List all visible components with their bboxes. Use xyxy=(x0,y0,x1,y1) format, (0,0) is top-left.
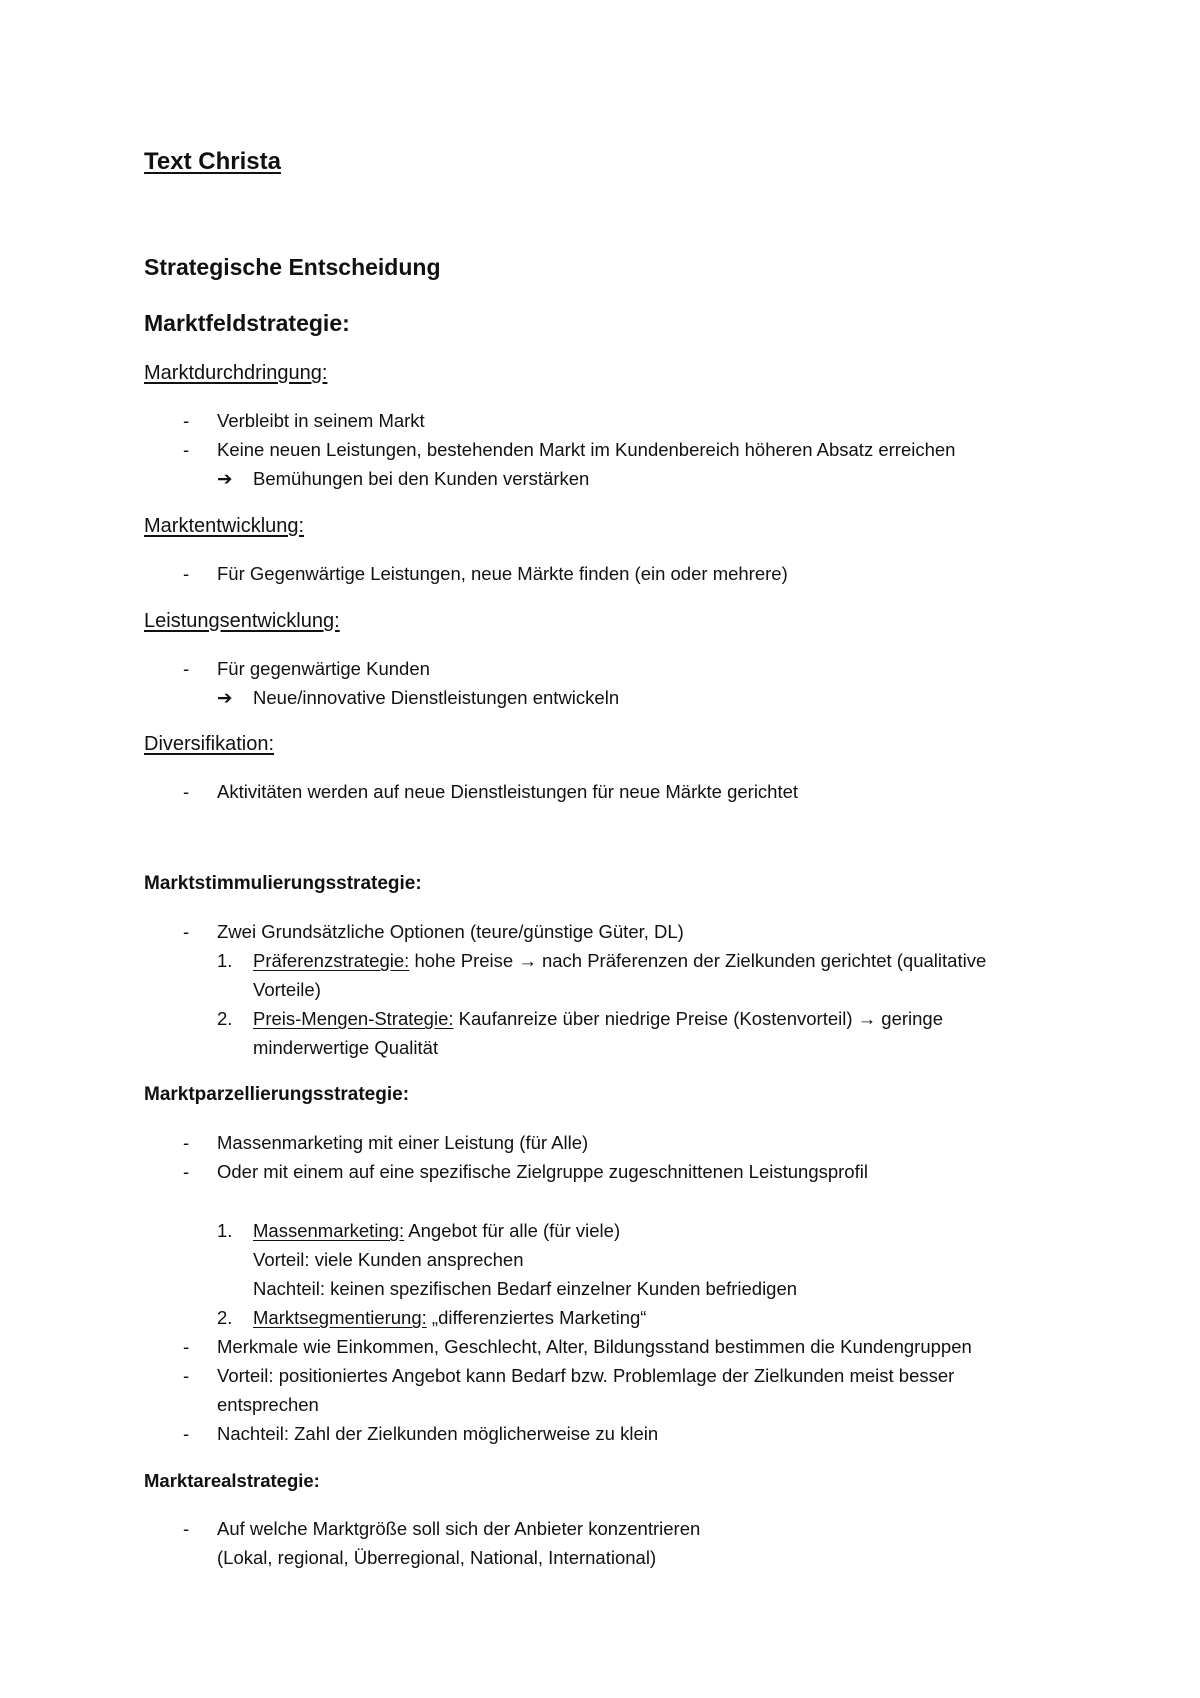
section-marktstimmulierungsstrategie-title: Marktstimmulierungsstrategie: xyxy=(144,873,422,894)
bullet-dash: - xyxy=(183,658,190,679)
item-label: Preis-Mengen-Strategie: xyxy=(253,1008,454,1029)
bullet-text: Verbleibt in seinem Markt xyxy=(217,410,425,431)
bullet-text: Aktivitäten werden auf neue Dienstleistungen für neue Märkte gerichtet xyxy=(217,781,799,802)
list-number: 2. xyxy=(217,1008,233,1029)
bullet-text: Massenmarketing mit einer Leistung (für Alle) xyxy=(217,1132,589,1153)
item-text: hohe Preise → nach Präferenzen der Zielkunden gerichtet (qualitative xyxy=(409,950,987,971)
bullet-dash: - xyxy=(183,1161,190,1182)
item-line: Vorteil: viele Kunden ansprechen xyxy=(253,1249,524,1270)
item-line: Nachteil: keinen spezifischen Bedarf einzelner Kunden befriedigen xyxy=(253,1278,798,1299)
main-heading: Strategische Entscheidung xyxy=(144,254,441,280)
arrow-right-icon: ➔ xyxy=(217,468,233,489)
item-text: Angebot für alle (für viele) xyxy=(404,1220,621,1241)
arrow-text: Neue/innovative Dienstleistungen entwickeln xyxy=(253,687,620,708)
section-marktarealstrategie-title: Marktarealstrategie: xyxy=(144,1470,320,1491)
list-number: 1. xyxy=(217,1220,233,1241)
bullet-text: Keine neuen Leistungen, bestehenden Markt im Kundenbereich höheren Absatz erreichen xyxy=(217,439,956,460)
bullet-dash: - xyxy=(183,1132,190,1153)
subsection-leistungsentwicklung-title: Leistungsentwicklung: xyxy=(144,610,340,632)
bullet-text: Vorteil: positioniertes Angebot kann Bedarf bzw. Problemlage der Zielkunden meist besser xyxy=(217,1365,955,1386)
bullet-dash: - xyxy=(183,1336,190,1357)
subsection-marktentwicklung-title: Marktentwicklung: xyxy=(144,515,305,537)
bullet-dash: - xyxy=(183,921,190,942)
bullet-continuation: entsprechen xyxy=(217,1394,319,1415)
bullet-dash: - xyxy=(183,1365,190,1386)
bullet-dash: - xyxy=(183,439,190,460)
item-label: Marktsegmentierung: xyxy=(253,1307,427,1328)
bullet-text: Nachteil: Zahl der Zielkunden möglicherweise zu klein xyxy=(217,1423,659,1444)
arrow-text: Bemühungen bei den Kunden verstärken xyxy=(253,468,590,489)
item-text: „differenziertes Marketing“ xyxy=(426,1307,647,1328)
item-label: Präferenzstrategie: xyxy=(253,950,410,971)
subsection-marktdurchdringung-title: Marktdurchdringung: xyxy=(144,362,328,384)
arrow-right-icon: ➔ xyxy=(217,687,233,708)
section-marktfeldstrategie-title: Marktfeldstrategie: xyxy=(144,310,350,336)
bullet-dash: - xyxy=(183,781,190,802)
subsection-diversifikation-title: Diversifikation: xyxy=(144,733,275,755)
item-label: Massenmarketing: xyxy=(253,1220,405,1241)
item-text: Kaufanreize über niedrige Preise (Kostenvorteil) → geringe xyxy=(453,1008,943,1029)
numbered-item xyxy=(253,1008,943,1030)
item-continuation: minderwertige Qualität xyxy=(253,1037,439,1058)
bullet-continuation: (Lokal, regional, Überregional, National, International) xyxy=(217,1547,657,1568)
bullet-text: Für gegenwärtige Kunden xyxy=(217,658,430,679)
bullet-dash: - xyxy=(183,1518,190,1539)
bullet-text: Merkmale wie Einkommen, Geschlecht, Alter, Bildungsstand bestimmen die Kundengruppen xyxy=(217,1336,972,1357)
list-number: 1. xyxy=(217,950,233,971)
bullet-text: Zwei Grundsätzliche Optionen (teure/günstige Güter, DL) xyxy=(217,921,684,942)
numbered-item xyxy=(253,950,986,972)
section-marktparzellierungsstrategie-title: Marktparzellierungsstrategie: xyxy=(144,1084,410,1105)
bullet-dash: - xyxy=(183,563,190,584)
item-continuation: Vorteile) xyxy=(253,979,321,1000)
bullet-text: Auf welche Marktgröße soll sich der Anbieter konzentrieren xyxy=(217,1518,701,1539)
document-title: Text Christa xyxy=(144,148,281,175)
bullet-text: Für Gegenwärtige Leistungen, neue Märkte finden (ein oder mehrere) xyxy=(217,563,788,584)
list-number: 2. xyxy=(217,1307,233,1328)
numbered-item xyxy=(253,1220,620,1242)
bullet-text: Oder mit einem auf eine spezifische Zielgruppe zugeschnittenen Leistungsprofil xyxy=(217,1161,868,1182)
numbered-item xyxy=(253,1307,646,1329)
bullet-dash: - xyxy=(183,1423,190,1444)
bullet-dash: - xyxy=(183,410,190,431)
